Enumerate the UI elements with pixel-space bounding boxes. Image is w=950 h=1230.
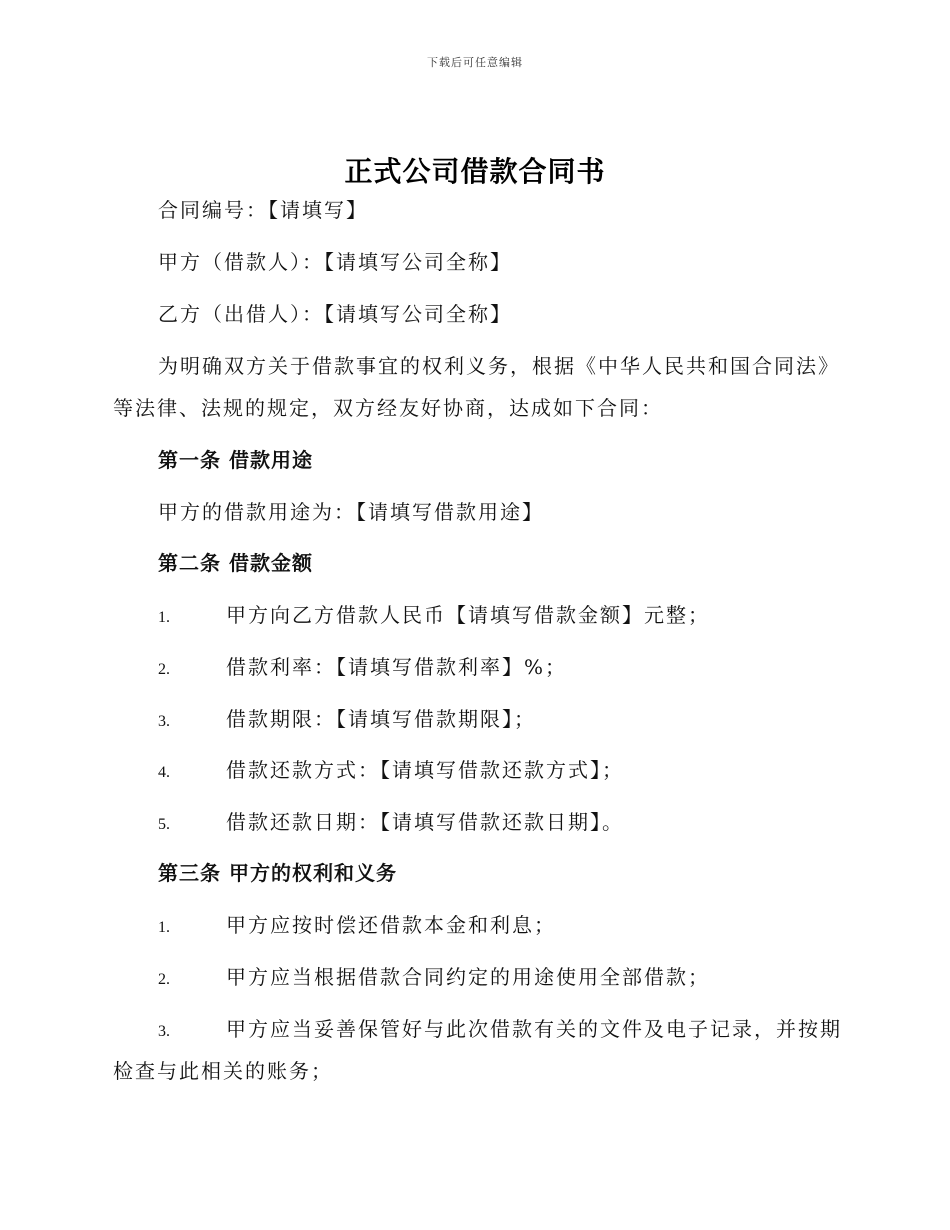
document-title: 正式公司借款合同书: [344, 155, 606, 188]
list-text: 借款还款日期：【请填写借款还款日期】。: [226, 810, 624, 834]
list-item: [158, 963, 710, 994]
list-number: 1.: [158, 609, 170, 626]
contract-number-field: 合同编号：【请填写】: [158, 198, 368, 222]
list-number: 5.: [158, 816, 170, 833]
list-item: [158, 1015, 842, 1046]
list-text: 甲方应按时偿还借款本金和利息；: [226, 913, 556, 937]
list-number: 4.: [158, 764, 170, 781]
list-number: 3.: [158, 1023, 170, 1040]
list-text: 甲方向乙方借款人民币【请填写借款金额】元整；: [226, 603, 710, 627]
list-text: 借款还款方式：【请填写借款还款方式】；: [226, 758, 624, 782]
list-text: 借款利率：【请填写借款利率】%；: [226, 655, 568, 679]
intro-paragraph-line-2: 等法律、法规的规定，双方经友好协商，达成如下合同：: [113, 396, 663, 420]
list-text: 借款期限：【请填写借款期限】；: [226, 707, 536, 731]
list-item-continuation: 检查与此相关的账务；: [113, 1059, 333, 1083]
list-number: 3.: [158, 713, 170, 730]
list-item: [158, 808, 624, 839]
list-number: 2.: [158, 661, 170, 678]
party-b-field: 乙方（出借人）：【请填写公司全称】: [158, 302, 512, 326]
list-item: [158, 911, 556, 942]
header-note: 下载后可任意编辑: [427, 56, 523, 69]
list-text: 甲方应当妥善保管好与此次借款有关的文件及电子记录，并按期: [226, 1017, 842, 1041]
article-3-heading: 第三条 甲方的权利和义务: [158, 861, 397, 885]
list-number: 1.: [158, 919, 170, 936]
list-item: [158, 705, 536, 736]
article-1-heading: 第一条 借款用途: [158, 448, 313, 472]
list-item: [158, 601, 710, 632]
list-item: [158, 653, 567, 684]
party-a-field: 甲方（借款人）：【请填写公司全称】: [158, 250, 512, 274]
intro-paragraph-line-1: 为明确双方关于借款事宜的权利义务，根据《中华人民共和国合同法》: [158, 354, 840, 378]
article-1-text: 甲方的借款用途为：【请填写借款用途】: [158, 500, 544, 524]
article-2-heading: 第二条 借款金额: [158, 551, 313, 575]
list-number: 2.: [158, 971, 170, 988]
list-text: 甲方应当根据借款合同约定的用途使用全部借款；: [226, 965, 710, 989]
list-item: [158, 756, 624, 787]
